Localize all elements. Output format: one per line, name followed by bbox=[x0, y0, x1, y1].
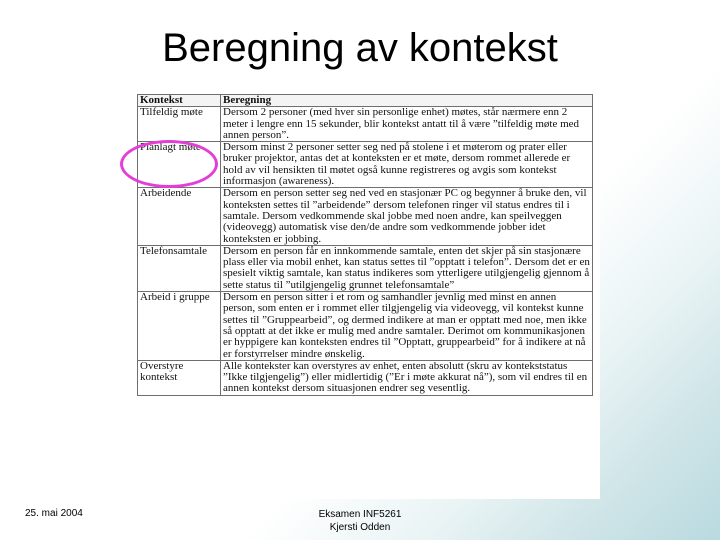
row-context: Arbeidende bbox=[138, 188, 221, 245]
row-computation: Dersom en person får en innkommende samtale, enten det skjer på sin stasjonære plass eller via mobil enhet, kan status settes til ”opptatt i telefon”. Dersom det er en spesielt viktig samtale, kan status indikeres som ytterligere utilgjengelig gjennom å sette status til ”utilgjengelig grunnet telefonsamtale” bbox=[221, 245, 593, 291]
table-row bbox=[138, 360, 593, 395]
footer-date: 25. mai 2004 bbox=[25, 508, 83, 519]
row-context: Tilfeldig møte bbox=[138, 107, 221, 142]
footer-center bbox=[260, 508, 460, 534]
footer-author: Kjersti Odden bbox=[329, 522, 391, 533]
header-computation: Beregning bbox=[221, 95, 593, 107]
row-computation: Dersom minst 2 personer setter seg ned på stolene i et møterom og prater eller bruker projektor, antas det at konteksten er et møte, dersom rommet allerede er hold av vil hensikten til møtet også kunne registreres og avgis som kontekst informasjon (awareness). bbox=[221, 142, 593, 188]
row-computation: Alle kontekster kan overstyres av enhet, enten absolutt (skru av kontekststatus ”Ikke tilgjengelig”) eller midlertidig (”Er i møte akkurat nå”), som vil endres til en annen kontekst dersom situasjonen endrer seg vesentlig. bbox=[221, 360, 593, 395]
row-computation: Dersom en person sitter i et rom og samhandler jevnlig med minst en annen person, som enten er i rommet eller tilgjengelig via videovegg, vil kontekst kunne settes til ”Gruppearbeid”, og dermed indikere at man er opptatt med noe, men ikke så opptatt at det ikke er mulig med andre samtaler. Derimot om kommunikasjonen er hyppigere kan konteksten endres til ”Opptatt, gruppearbeid” for å indikere at nå er forstyrrelser mindre ønskelig. bbox=[221, 292, 593, 361]
row-context: Overstyre kontekst bbox=[138, 360, 221, 395]
row-computation: Dersom en person setter seg ned ved en stasjonær PC og begynner å bruke den, vil konteksten settes til ”arbeidende” dersom telefonen ringer vil status endres til i samtale. Dersom vedkommende skal jobbe med noen andre, kan speilveggen (videovegg) automatisk vise den/de andre som vedkommende jobber idet konteksten er jobbing. bbox=[221, 188, 593, 245]
header-context: Kontekst bbox=[138, 95, 221, 107]
table-header-row bbox=[138, 95, 593, 107]
row-context: Telefonsamtale bbox=[138, 245, 221, 291]
row-context: Arbeid i gruppe bbox=[138, 292, 221, 361]
table-row bbox=[138, 107, 593, 142]
row-context: Planlagt møte bbox=[138, 142, 221, 188]
highlight-circle-annotation bbox=[120, 140, 218, 188]
context-table bbox=[137, 94, 593, 396]
table-row bbox=[138, 245, 593, 291]
table-row bbox=[138, 188, 593, 245]
footer-course: Eksamen INF5261 bbox=[318, 509, 402, 520]
row-computation: Dersom 2 personer (med hver sin personlige enhet) møtes, står nærmere enn 2 meter i lengre enn 15 sekunder, blir kontekst antatt til å være ”tilfeldig møte med annen person”. bbox=[221, 107, 593, 142]
slide-title: Beregning av kontekst bbox=[162, 26, 558, 70]
table-row bbox=[138, 292, 593, 361]
